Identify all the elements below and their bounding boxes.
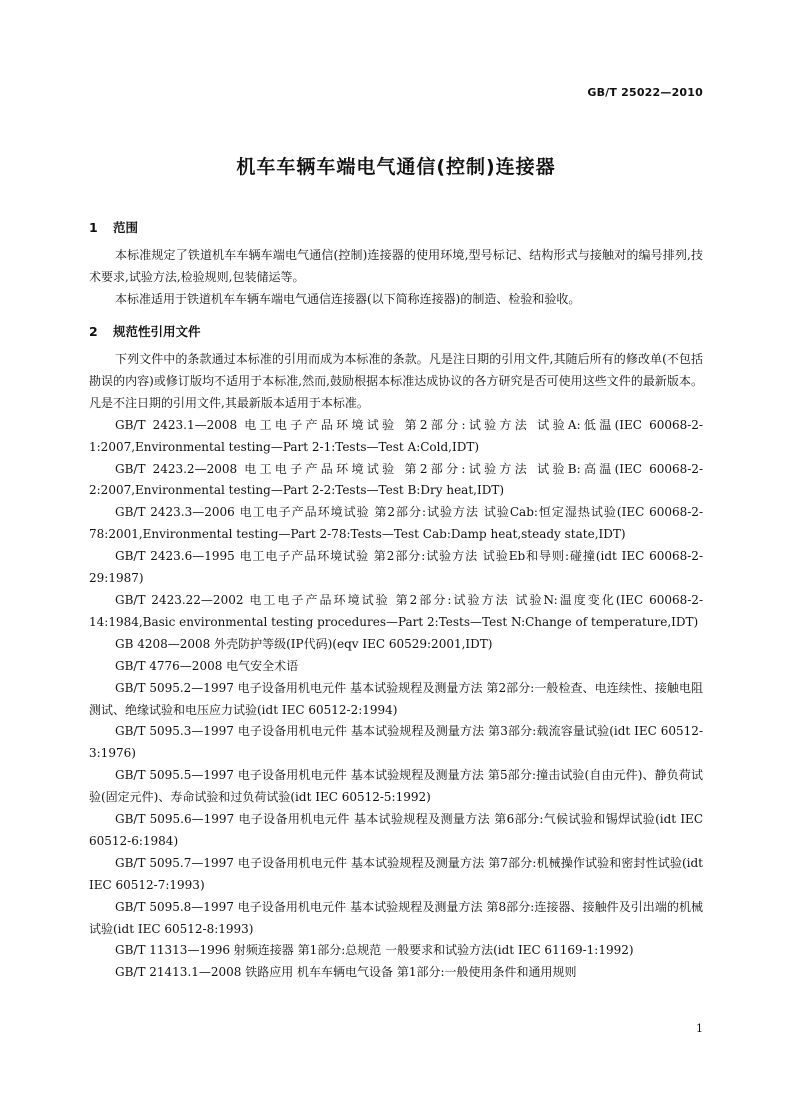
reference-item: GB/T 2423.2—2008 电工电子产品环境试验 第2部分:试验方法 试验B:高温(IEC 60068-2-2:2007,Environmental testing—Part 2-2:Tests—Test B:Dry heat,IDT) (89, 461, 703, 498)
section-body-scope (89, 245, 703, 311)
reference-item: GB/T 21413.1—2008 铁路应用 机车车辆电气设备 第1部分:一般使用条件和通用规则 (115, 965, 577, 980)
reference-item: GB/T 5095.7—1997 电子设备用机电元件 基本试验规程及测量方法 第7部分:机械操作试验和密封性试验(idt IEC 60512-7:1993) (89, 855, 703, 892)
reference-item: GB 4208—2008 外壳防护等级(IP代码)(eqv IEC 60529:2001,IDT) (115, 636, 493, 651)
section-body-normative-references (89, 349, 703, 984)
section-title: 规范性引用文件 (113, 324, 201, 339)
reference-item: GB/T 5095.5—1997 电子设备用机电元件 基本试验规程及测量方法 第5部分:撞击试验(自由元件)、静负荷试验(固定元件)、寿命试验和过负荷试验(idt IEC 60512-5:1992) (89, 768, 703, 805)
section-number: 2 (89, 324, 98, 339)
reference-item: GB/T 5095.6—1997 电子设备用机电元件 基本试验规程及测量方法 第6部分:气候试验和锡焊试验(idt IEC 60512-6:1984) (89, 812, 703, 848)
section-heading-scope (89, 218, 138, 236)
paragraph: 本标准规定了铁道机车车辆车端电气通信(控制)连接器的使用环境,型号标记、结构形式与接触对的编号排列,技术要求,试验方法,检验规则,包装储运等。 (89, 248, 703, 284)
reference-item: GB/T 5095.2—1997 电子设备用机电元件 基本试验规程及测量方法 第2部分:一般检查、电连续性、接触电阻测试、绝缘试验和电压应力试验(idt IEC 60512-2:1994) (89, 680, 703, 717)
section-title: 范围 (113, 220, 139, 235)
paragraph: 下列文件中的条款通过本标准的引用而成为本标准的条款。凡是注日期的引用文件,其随后所有的修改单(不包括勘误的内容)或修订版均不适用于本标准,然而,鼓励根据本标准达成协议的各方研究是否可使用这些文件的最新版本。凡是不注日期的引用文件,其最新版本适用于本标准。 (89, 352, 703, 410)
document-title: 机车车辆车端电气通信(控制)连接器 (236, 156, 556, 178)
reference-item: GB/T 2423.1—2008 电工电子产品环境试验 第2部分:试验方法 试验A:低温(IEC 60068-2-1:2007,Environmental testing—Part 2-1:Tests—Test A:Cold,IDT) (89, 417, 703, 454)
standard-number: GB/T 25022—2010 (587, 86, 703, 99)
paragraph: 本标准适用于铁道机车车辆车端电气通信连接器(以下简称连接器)的制造、检验和验收。 (115, 291, 581, 306)
reference-item: GB/T 2423.6—1995 电工电子产品环境试验 第2部分:试验方法 试验Eb和导则:碰撞(idt IEC 60068-2-29:1987) (89, 549, 703, 586)
page-number: 1 (696, 1022, 703, 1035)
section-number: 1 (89, 220, 98, 235)
reference-item: GB/T 11313—1996 射频连接器 第1部分:总规范 一般要求和试验方法(idt IEC 61169-1:1992) (115, 943, 634, 958)
reference-item: GB/T 4776—2008 电气安全术语 (115, 658, 299, 673)
reference-item: GB/T 5095.3—1997 电子设备用机电元件 基本试验规程及测量方法 第3部分:载流容量试验(idt IEC 60512-3:1976) (89, 724, 703, 761)
section-heading-normative-references (89, 322, 201, 340)
reference-item: GB/T 2423.3—2006 电工电子产品环境试验 第2部分:试验方法 试验Cab:恒定湿热试验(IEC 60068-2-78:2001,Environmental testing—Part 2-78:Tests—Test Cab:Damp heat,steady state,IDT) (89, 505, 703, 542)
reference-item: GB/T 2423.22—2002 电工电子产品环境试验 第2部分:试验方法 试验N:温度变化(IEC 60068-2-14:1984,Basic environmental testing procedures—Part 2:Tests—Test N:Change of temperature,IDT) (89, 592, 703, 629)
reference-item: GB/T 5095.8—1997 电子设备用机电元件 基本试验规程及测量方法 第8部分:连接器、接触件及引出端的机械试验(idt IEC 60512-8:1993) (89, 899, 703, 936)
